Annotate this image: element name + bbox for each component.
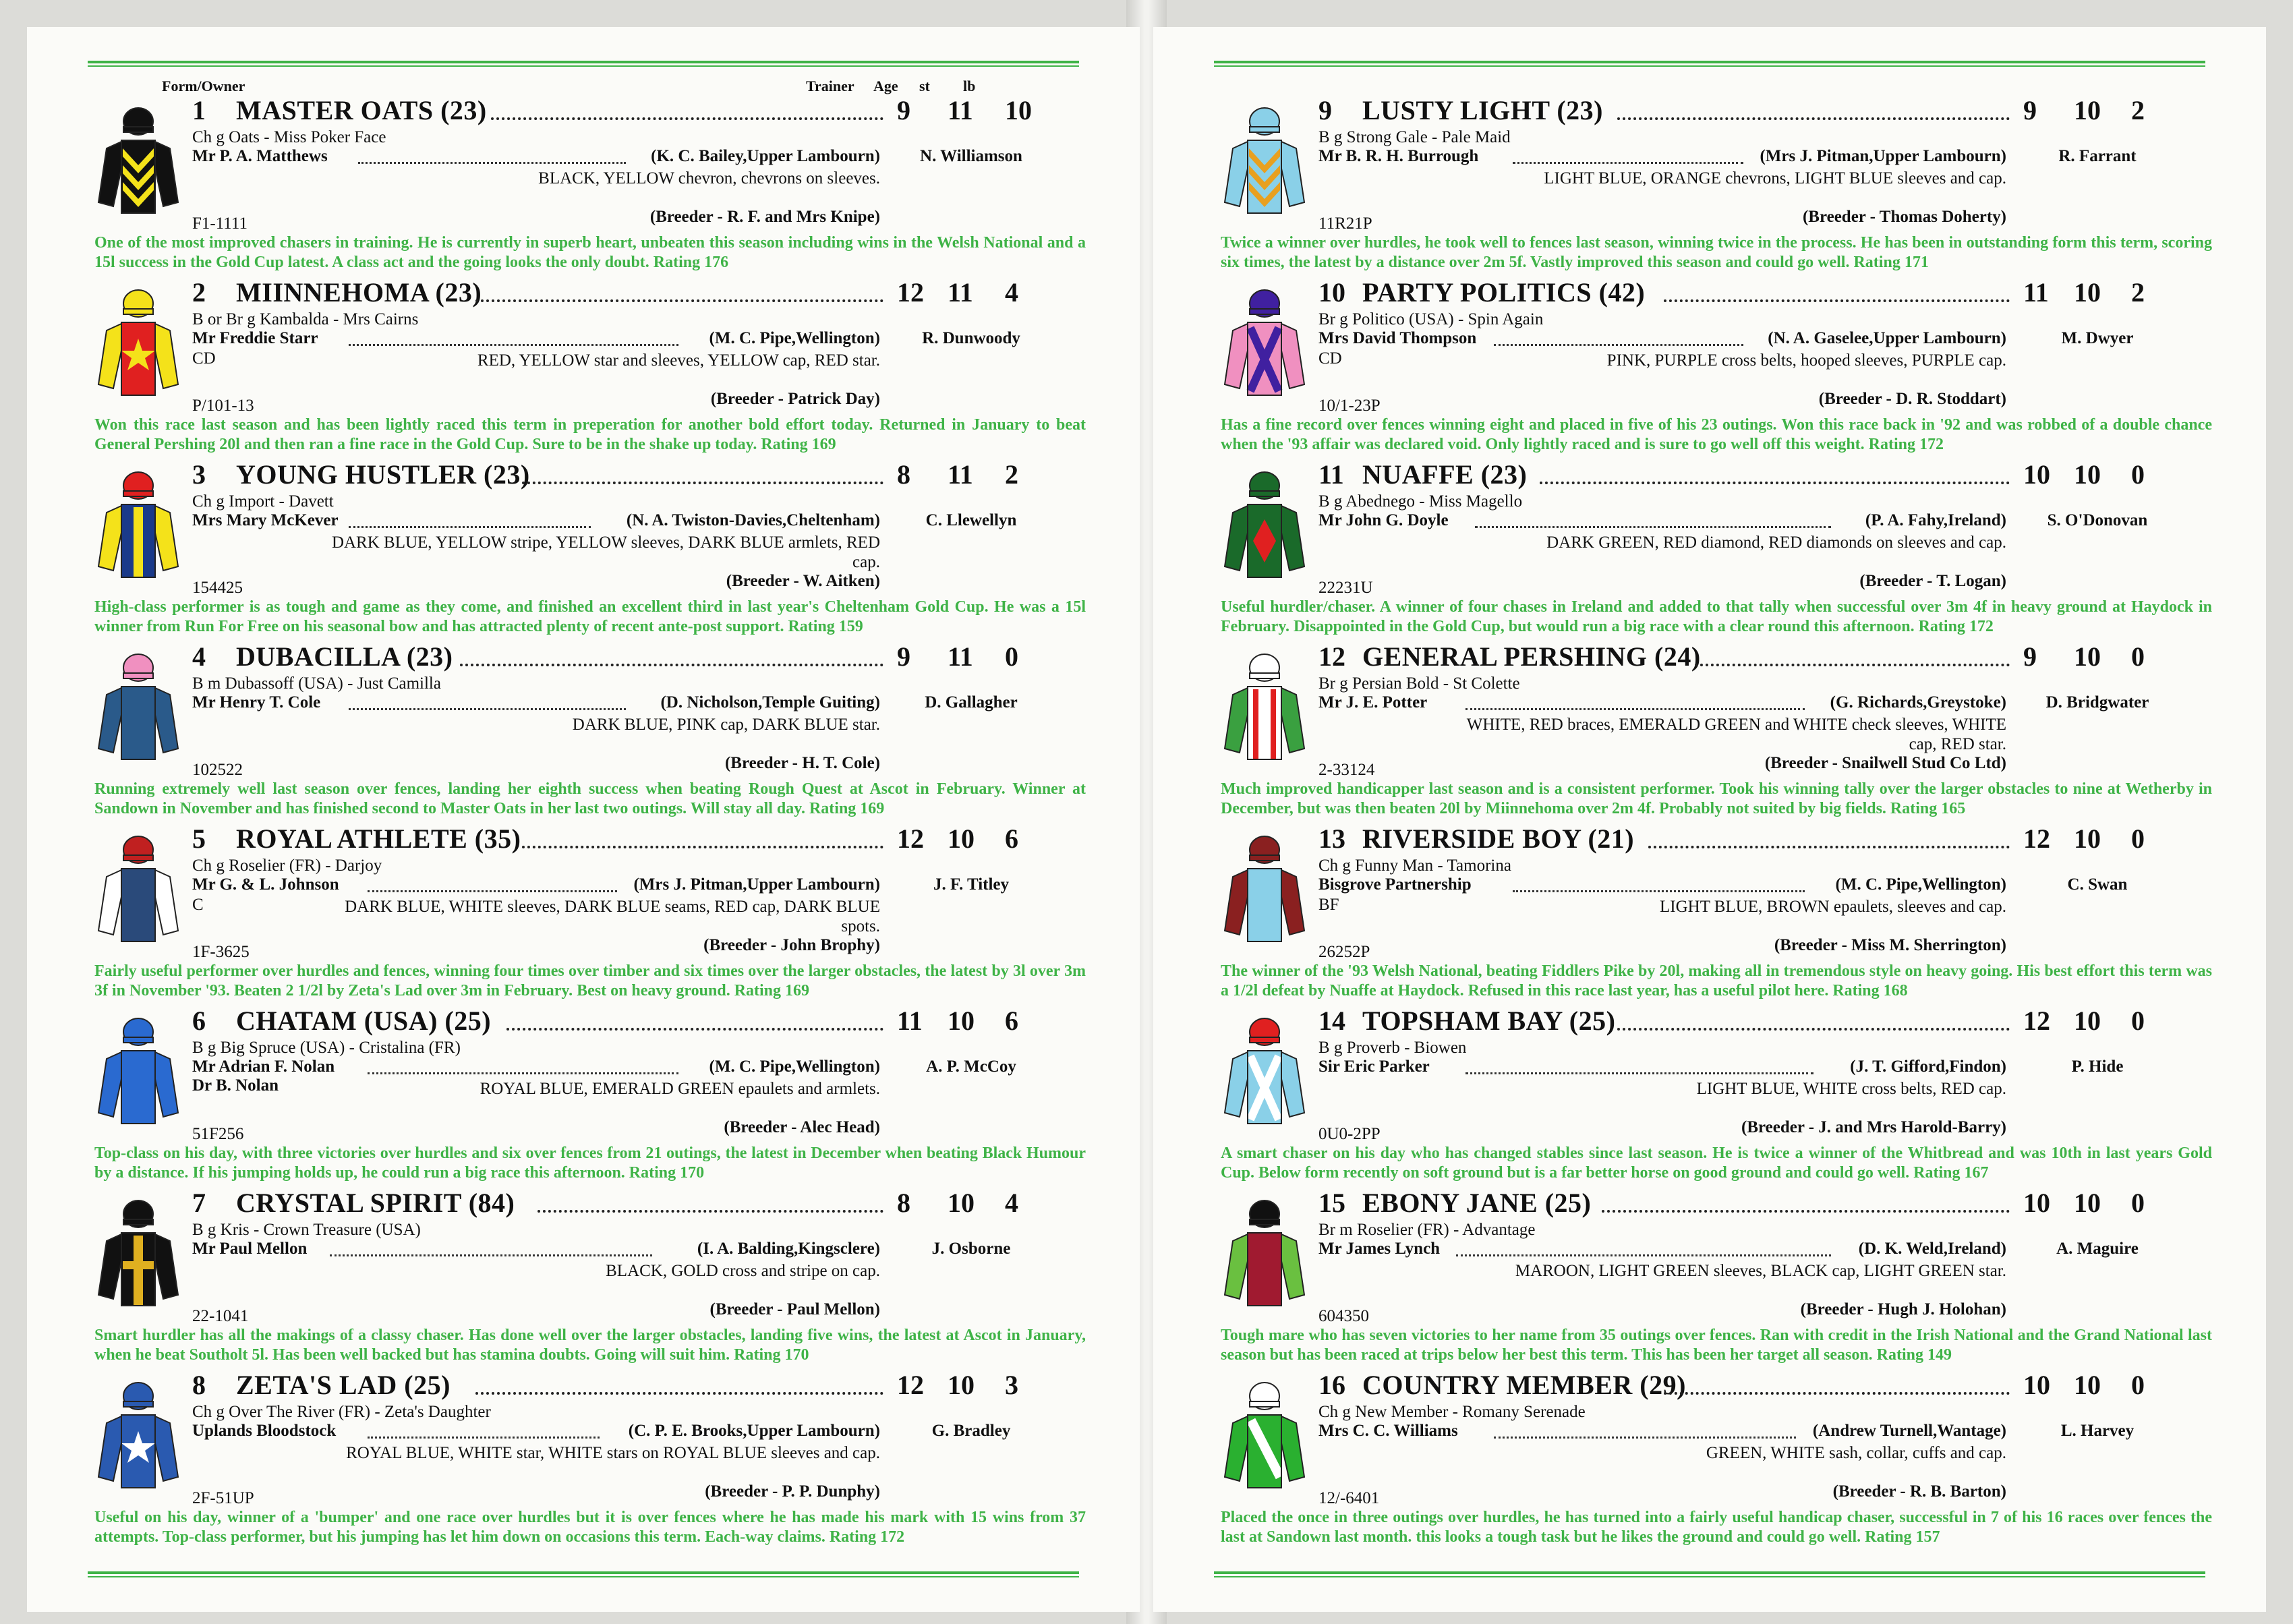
runner-number: 16: [1318, 1370, 1345, 1400]
runner-breeding: B or Br g Kambalda - Mrs Cairns: [192, 310, 419, 328]
racing-colours: LIGHT BLUE, WHITE cross belts, RED cap.: [1696, 1080, 2006, 1098]
runner-breeding: B g Proverb - Biowen: [1318, 1039, 1467, 1057]
runner-pounds: 4: [1005, 277, 1018, 308]
runner-comment: Running extremely well last season over fences, landing her eighth success when beating Rough Quest at Ascot in February. Winner at Sandown in November and has finished second to Master Oats in her last two outings. Will stay all day. Rating 169: [94, 780, 1086, 817]
racing-colours: PINK, PURPLE cross belts, hooped sleeves, PURPLE cap.: [1606, 351, 2006, 370]
runner-number: 11: [1318, 459, 1344, 490]
runner-stones: 11: [948, 277, 973, 308]
runner-age: 9: [2023, 641, 2037, 672]
runner-breeding: B g Big Spruce (USA) - Cristalina (FR): [192, 1039, 461, 1057]
owner-name: Bisgrove Partnership: [1318, 875, 1472, 894]
owner-name: Mr Henry T. Cole: [192, 693, 321, 712]
runner-comment: Twice a winner over hurdles, he took well to fences last season, winning twice in the process. He has been in outstanding form this term, scoring six times, the latest by a distance over 2m 5f. Vastly improved this season and could go well. Rating 171: [1221, 234, 2212, 271]
runner-stones: 10: [2074, 95, 2101, 125]
recent-form: 2F-51UP: [192, 1489, 254, 1507]
runner-name: NUAFFE (23): [1362, 459, 1528, 490]
runner-stones: 10: [2074, 459, 2101, 490]
racing-colours: LIGHT BLUE, ORANGE chevrons, LIGHT BLUE sleeves and cap.: [1544, 169, 2006, 187]
recent-form: P/101-13: [192, 397, 254, 415]
runner-number: 2: [192, 277, 206, 308]
runner-pounds: 3: [1005, 1370, 1018, 1400]
dotted-leader: [506, 1028, 883, 1031]
jockey-name: P. Hide: [2071, 1057, 2124, 1076]
trainer-heading: Trainer: [806, 78, 854, 94]
trainer-name: (M. C. Pipe,Wellington): [709, 329, 880, 347]
runner-breeding: Br g Politico (USA) - Spin Again: [1318, 310, 1544, 328]
right-page: [1153, 27, 2266, 1612]
trainer-name: (N. A. Gaselee,Upper Lambourn): [1768, 329, 2006, 347]
runner-breeding: Ch g Import - Davett: [192, 492, 334, 511]
runner-number: 15: [1318, 1188, 1345, 1218]
owner-name: Mr Freddie Starr: [192, 329, 318, 347]
runner-pounds: 2: [2131, 277, 2145, 308]
trainer-name: (Andrew Turnell,Wantage): [1812, 1422, 2006, 1440]
runner-pounds: 6: [1005, 1006, 1018, 1036]
owner-dotted-leader: [1494, 1437, 1796, 1439]
bottom-rule: [88, 1571, 1079, 1577]
jockey-name: J. F. Titley: [933, 875, 1010, 894]
dotted-leader: [1540, 482, 2010, 484]
runner-entry: [1153, 1005, 2266, 1184]
owner-name: Mrs Mary McKever: [192, 511, 339, 529]
racing-colours: ROYAL BLUE, EMERALD GREEN epaulets and armlets.: [480, 1080, 880, 1098]
dotted-leader: [460, 664, 883, 666]
runner-stones: 10: [948, 1006, 975, 1036]
runner-entry: [27, 1005, 1140, 1184]
runner-comment: Tough mare who has seven victories to her name from 35 outings over fences. Ran with credit in the Irish National and the Grand National last season but has been raced at trips below her best this term. This has been her target all season. Rating 149: [1221, 1327, 2212, 1364]
runner-comment: Won this race last season and has been lightly raced this term in preperation for another bold effort today. Returned in January to beat General Pershing 20l and then ran a fine race in the Gold Cup. Sure to be in the shake up today. Rating 169: [94, 416, 1086, 453]
runner-pounds: 0: [2131, 1370, 2145, 1400]
runner-number: 1: [192, 95, 206, 125]
course-distance-code: C: [192, 896, 204, 914]
jockey-name: R. Farrant: [2058, 147, 2137, 165]
racing-colours: BLACK, YELLOW chevron, chevrons on sleeves.: [538, 169, 880, 187]
owner-name: Mr Paul Mellon: [192, 1240, 308, 1258]
jockey-name: A. Maguire: [2056, 1240, 2139, 1258]
jockey-silks-icon: [1221, 465, 1308, 580]
owner-dotted-leader: [368, 890, 617, 892]
breeder-name: (Breeder - Hugh J. Holohan): [1800, 1300, 2006, 1318]
runner-entry: [27, 459, 1140, 637]
runner-name: CRYSTAL SPIRIT (84): [236, 1188, 515, 1218]
breeder-name: (Breeder - Miss M. Sherrington): [1774, 936, 2006, 954]
runner-name: ZETA'S LAD (25): [236, 1370, 451, 1400]
runner-comment: Useful hurdler/chaser. A winner of four chases in Ireland and added to that tally when successful over 3m 4f in heavy ground at Haydock in February. Disappointed in the Gold Cup, but would run a big race with a clear round this afternoon. Rating 172: [1221, 598, 2212, 635]
runner-age: 9: [2023, 95, 2037, 125]
racing-colours: DARK BLUE, PINK cap, DARK BLUE star.: [572, 716, 880, 734]
runner-name: DUBACILLA (23): [236, 641, 453, 672]
racing-colours: DARK GREEN, RED diamond, RED diamonds on sleeves and cap.: [1546, 533, 2006, 552]
trainer-name: (N. A. Twiston-Davies,Cheltenham): [626, 511, 880, 529]
recent-form: 26252P: [1318, 943, 1370, 961]
runner-stones: 10: [2074, 641, 2101, 672]
runner-stones: 10: [2074, 277, 2101, 308]
runner-entry: [27, 823, 1140, 1002]
dotted-leader: [522, 482, 883, 484]
runner-age: 9: [897, 95, 910, 125]
breeder-name: (Breeder - Alec Head): [724, 1118, 880, 1136]
trainer-name: (M. C. Pipe,Wellington): [709, 1057, 880, 1076]
trainer-name: (P. A. Fahy,Ireland): [1865, 511, 2006, 529]
racing-colours: DARK BLUE, WHITE sleeves, DARK BLUE seams, RED cap, DARK BLUE spots.: [345, 898, 880, 935]
jockey-silks-icon: [94, 1194, 182, 1308]
jockey-silks-icon: [1221, 101, 1308, 216]
trainer-name: (K. C. Bailey,Upper Lambourn): [651, 147, 880, 165]
runner-entry: [1153, 1369, 2266, 1548]
owner-name: Mr J. E. Potter: [1318, 693, 1428, 712]
runner-pounds: 0: [2131, 459, 2145, 490]
runner-number: 10: [1318, 277, 1345, 308]
recent-form: 51F256: [192, 1125, 244, 1143]
breeder-name: (Breeder - John Brophy): [703, 936, 880, 954]
dotted-leader: [1664, 1392, 2010, 1395]
runner-breeding: Ch g Funny Man - Tamorina: [1318, 857, 1511, 875]
runner-comment: A smart chaser on his day who has changed stables since last season. He is twice a winner of the Whitbread and was 10th in last years Gold Cup. Below form recently on soft ground but is a far better horse on good ground and could go well. Rating 167: [1221, 1144, 2212, 1182]
runner-entry: [1153, 823, 2266, 1002]
trainer-name: (C. P. E. Brooks,Upper Lambourn): [628, 1422, 880, 1440]
jockey-silks-icon: [94, 1376, 182, 1490]
runner-stones: 10: [2074, 1188, 2101, 1218]
runner-age: 8: [897, 1188, 910, 1218]
top-rule: [1214, 61, 2205, 67]
breeder-name: (Breeder - Paul Mellon): [709, 1300, 880, 1318]
owner-name: Sir Eric Parker: [1318, 1057, 1430, 1076]
recent-form: 10/1-23P: [1318, 397, 1381, 415]
trainer-name: (G. Richards,Greystoke): [1830, 693, 2006, 712]
runner-name: CHATAM (USA) (25): [236, 1006, 492, 1036]
jockey-silks-icon: [94, 465, 182, 580]
runner-stones: 10: [948, 823, 975, 854]
dotted-leader: [1648, 846, 2010, 848]
runner-name: EBONY JANE (25): [1362, 1188, 1592, 1218]
jockey-silks-icon: [94, 647, 182, 762]
jockey-silks-icon: [94, 101, 182, 216]
owner-dotted-leader: [349, 708, 626, 710]
runner-number: 7: [192, 1188, 206, 1218]
racing-colours: DARK BLUE, YELLOW stripe, YELLOW sleeves, DARK BLUE armlets, RED cap.: [331, 533, 880, 571]
breeder-name: (Breeder - H. T. Cole): [724, 754, 880, 772]
runner-age: 11: [2023, 277, 2049, 308]
jockey-silks-icon: [1221, 1376, 1308, 1490]
runner-entry: [27, 1369, 1140, 1548]
runner-breeding: Br m Roselier (FR) - Advantage: [1318, 1221, 1536, 1239]
recent-form: 22-1041: [192, 1307, 249, 1325]
runner-age: 11: [897, 1006, 923, 1036]
jockey-name: L. Harvey: [2060, 1422, 2135, 1440]
runner-entry: [1153, 277, 2266, 455]
runner-name: RIVERSIDE BOY (21): [1362, 823, 1635, 854]
runner-comment: Useful on his day, winner of a 'bumper' and one race over hurdles but it is over fences where he has made his mark with 15 wins from 37 attempts. Top-class performer, but his jumping has let him down on occasions this term. Each-way claims. Rating 172: [94, 1509, 1086, 1546]
runner-number: 12: [1318, 641, 1345, 672]
jockey-silks-icon: [1221, 647, 1308, 762]
runner-name: LUSTY LIGHT (23): [1362, 95, 1603, 125]
jockey-silks-icon: [94, 283, 182, 398]
owner-dotted-leader: [1494, 344, 1743, 346]
jockey-name: J. Osborne: [931, 1240, 1011, 1258]
owner-dotted-leader: [368, 1437, 600, 1439]
runner-number: 5: [192, 823, 206, 854]
age-heading: Age: [873, 78, 898, 94]
owner-name: Mr John G. Doyle: [1318, 511, 1449, 529]
breeder-name: (Breeder - R. F. and Mrs Knipe): [649, 208, 880, 226]
runner-name: COUNTRY MEMBER (29): [1362, 1370, 1686, 1400]
runner-breeding: Ch g New Member - Romany Serenade: [1318, 1403, 1586, 1421]
owner-name: Mr B. R. H. Burrough: [1318, 147, 1479, 165]
recent-form: 22231U: [1318, 579, 1373, 597]
owner-dotted-leader: [1513, 162, 1743, 164]
owner-dotted-leader: [1465, 1072, 1813, 1074]
runner-age: 12: [897, 1370, 924, 1400]
dotted-leader: [1695, 664, 2010, 666]
owner-dotted-leader: [1513, 890, 1805, 892]
dotted-leader: [538, 1210, 883, 1213]
runner-pounds: 6: [1005, 823, 1018, 854]
runner-stones: 10: [948, 1370, 975, 1400]
runner-comment: One of the most improved chasers in training. He is currently in superb heart, unbeaten this season including wins in the Welsh National and a 15l success in the Gold Cup latest. A class act and the going looks the only doubt. Rating 176: [94, 234, 1086, 271]
jockey-name: G. Bradley: [931, 1422, 1011, 1440]
form-owner-heading: Form/Owner: [162, 78, 245, 94]
breeder-name: (Breeder - D. R. Stoddart): [1818, 390, 2006, 408]
recent-form: 12/-6401: [1318, 1489, 1380, 1507]
runner-comment: Much improved handicapper last season and is a consistent performer. Took his winning tally over the larger obstacles to nine at Wetherby in December, but was then beaten 20l by Miinnehoma over 2m 4f. Probably not suited by big fields. Rating 165: [1221, 780, 2212, 817]
runner-stones: 10: [2074, 1370, 2101, 1400]
jockey-silks-icon: [1221, 830, 1308, 944]
jockey-silks-icon: [1221, 1012, 1308, 1126]
dotted-leader: [1617, 117, 2010, 120]
breeder-name: (Breeder - Snailwell Stud Co Ltd): [1764, 754, 2006, 772]
runner-comment: Top-class on his day, with three victories over hurdles and six over fences from 21 outings, the latest in December when beating Black Humour by a distance. If his jumping holds up, he could run a big race this afternoon. Rating 170: [94, 1144, 1086, 1182]
racing-colours: WHITE, RED braces, EMERALD GREEN and WHITE check sleeves, WHITE cap, RED star.: [1466, 716, 2006, 753]
runner-pounds: 0: [2131, 823, 2145, 854]
recent-form: 102522: [192, 761, 243, 779]
runner-name: GENERAL PERSHING (24): [1362, 641, 1701, 672]
runner-age: 9: [897, 641, 910, 672]
owner-name: Mr P. A. Matthews: [192, 147, 328, 165]
runner-number: 6: [192, 1006, 206, 1036]
runner-breeding: B m Dubassoff (USA) - Just Camilla: [192, 674, 441, 693]
second-owner-name: Dr B. Nolan: [192, 1076, 279, 1095]
trainer-name: (Mrs J. Pitman,Upper Lambourn): [1760, 147, 2006, 165]
runner-breeding: B g Kris - Crown Treasure (USA): [192, 1221, 421, 1239]
runner-entry: [1153, 1187, 2266, 1366]
racing-colours: ROYAL BLUE, WHITE star, WHITE stars on ROYAL BLUE sleeves and cap.: [346, 1444, 880, 1462]
lb-heading: lb: [963, 78, 976, 94]
runner-stones: 10: [2074, 823, 2101, 854]
recent-form: 604350: [1318, 1307, 1369, 1325]
trainer-name: (D. K. Weld,Ireland): [1858, 1240, 2006, 1258]
owner-name: Mr Adrian F. Nolan: [192, 1057, 335, 1076]
course-distance-code: CD: [1318, 349, 1342, 368]
runner-pounds: 0: [2131, 641, 2145, 672]
jockey-name: R. Dunwoody: [922, 329, 1020, 347]
top-rule: [88, 61, 1079, 67]
breeder-name: (Breeder - J. and Mrs Harold-Barry): [1741, 1118, 2006, 1136]
trainer-name: (D. Nicholson,Temple Guiting): [660, 693, 880, 712]
jockey-name: N. Williamson: [920, 147, 1022, 165]
runner-pounds: 10: [1005, 95, 1032, 125]
runner-number: 3: [192, 459, 206, 490]
runner-breeding: Br g Persian Bold - St Colette: [1318, 674, 1520, 693]
runner-entry: [27, 1187, 1140, 1366]
recent-form: 1F-3625: [192, 943, 250, 961]
runner-age: 10: [2023, 1188, 2050, 1218]
runner-comment: The winner of the '93 Welsh National, beating Fiddlers Pike by 20l, making all in tremendous style on heavy going. His best effort this term was a 1/2l defeat by Nuaffe at Haydock. Refused in this race last year, has a useful pilot here. Rating 168: [1221, 962, 2212, 999]
dotted-leader: [491, 117, 883, 120]
breeder-name: (Breeder - Patrick Day): [710, 390, 880, 408]
runner-name: ROYAL ATHLETE (35): [236, 823, 521, 854]
jockey-name: D. Gallagher: [925, 693, 1018, 712]
runner-name: YOUNG HUSTLER (23): [236, 459, 530, 490]
runner-stones: 10: [948, 1188, 975, 1218]
trainer-name: (I. A. Balding,Kingsclere): [697, 1240, 880, 1258]
racing-colours: RED, YELLOW star and sleeves, YELLOW cap, RED star.: [477, 351, 880, 370]
owner-dotted-leader: [1456, 1254, 1831, 1256]
runner-entry: [1153, 641, 2266, 819]
owner-dotted-leader: [349, 526, 591, 528]
runner-entry: [27, 641, 1140, 819]
dotted-leader: [475, 299, 883, 302]
runner-name: MIINNEHOMA (23): [236, 277, 482, 308]
owner-dotted-leader: [368, 1072, 678, 1074]
jockey-name: M. Dwyer: [2061, 329, 2134, 347]
jockey-silks-icon: [1221, 1194, 1308, 1308]
runner-pounds: 0: [1005, 641, 1018, 672]
jockey-silks-icon: [94, 1012, 182, 1126]
owner-dotted-leader: [1475, 526, 1831, 528]
runner-number: 8: [192, 1370, 206, 1400]
breeder-name: (Breeder - Thomas Doherty): [1802, 208, 2006, 226]
owner-name: Mr G. & L. Johnson: [192, 875, 339, 894]
runner-stones: 11: [948, 641, 973, 672]
recent-form: 2-33124: [1318, 761, 1375, 779]
runner-number: 13: [1318, 823, 1345, 854]
runner-name: PARTY POLITICS (42): [1362, 277, 1646, 308]
dotted-leader: [1617, 1028, 2010, 1031]
runner-age: 8: [897, 459, 910, 490]
runner-stones: 10: [2074, 1006, 2101, 1036]
bottom-rule: [1214, 1571, 2205, 1577]
runner-entry: [1153, 459, 2266, 637]
runner-number: 9: [1318, 95, 1332, 125]
runner-pounds: 2: [2131, 95, 2145, 125]
recent-form: 0U0-2PP: [1318, 1125, 1381, 1143]
left-page: [27, 27, 1140, 1612]
runner-number: 4: [192, 641, 206, 672]
jockey-name: S. O'Donovan: [2047, 511, 2148, 529]
breeder-name: (Breeder - R. B. Barton): [1832, 1482, 2006, 1501]
racing-colours: BLACK, GOLD cross and stripe on cap.: [606, 1262, 880, 1280]
runner-breeding: Ch g Over The River (FR) - Zeta's Daughter: [192, 1403, 491, 1421]
breeder-name: (Breeder - W. Aitken): [726, 572, 880, 590]
runner-comment: Fairly useful performer over hurdles and fences, winning four times over timber and six times over the larger obstacles, the latest by 3l over 3m 3f in November '93. Beaten 2 1/2l by Zeta's Lad over 3m in February. Best on heavy ground. Rating 169: [94, 962, 1086, 999]
jockey-silks-icon: [1221, 283, 1308, 398]
runner-breeding: B g Abednego - Miss Magello: [1318, 492, 1523, 511]
owner-name: Uplands Bloodstock: [192, 1422, 337, 1440]
racing-colours: LIGHT BLUE, BROWN epaulets, sleeves and cap.: [1660, 898, 2006, 916]
owner-name: Mrs David Thompson: [1318, 329, 1477, 347]
st-heading: st: [919, 78, 930, 94]
dotted-leader: [522, 846, 883, 848]
breeder-name: (Breeder - P. P. Dunphy): [705, 1482, 880, 1501]
runner-stones: 11: [948, 95, 973, 125]
runner-pounds: 0: [2131, 1188, 2145, 1218]
racing-colours: GREEN, WHITE sash, collar, cuffs and cap.: [1706, 1444, 2006, 1462]
owner-dotted-leader: [349, 344, 678, 346]
runner-comment: Smart hurdler has all the makings of a classy chaser. Has done well over the larger obstacles, landing five wins, the latest at Ascot in January, when he beat Southolt 5l. Has been well backed but has stamina doubts. Going will suit him. Rating 170: [94, 1327, 1086, 1364]
runner-pounds: 2: [1005, 459, 1018, 490]
runner-comment: High-class performer is as tough and game as they come, and finished an excellent third in last year's Cheltenham Gold Cup. He was a 15l winner from Run For Free on his seasonal bow and has attracted plenty of recent ante-post support. Rating 159: [94, 598, 1086, 635]
runner-comment: Placed the once in three outings over hurdles, he has turned into a fairly useful handicap chaser, successful in 7 of his 16 races over fences the last at Sandown last month. this looks a tough task but he likes the ground and could go well. Rating 157: [1221, 1509, 2212, 1546]
runner-breeding: Ch g Roselier (FR) - Darjoy: [192, 857, 382, 875]
trainer-name: (J. T. Gifford,Findon): [1850, 1057, 2006, 1076]
jockey-name: C. Swan: [2067, 875, 2128, 894]
runner-age: 10: [2023, 1370, 2050, 1400]
breeder-name: (Breeder - T. Logan): [1859, 572, 2006, 590]
runner-comment: Has a fine record over fences winning eight and placed in five of his 23 outings. Won this race back in '92 and was robbed of a double chance when the '93 affair was declared void. Only lightly raced and is sure to go well off this weight. Rating 172: [1221, 416, 2212, 453]
runner-age: 12: [2023, 823, 2050, 854]
recent-form: F1-1111: [192, 214, 248, 233]
jockey-name: A. P. McCoy: [926, 1057, 1016, 1076]
runner-age: 10: [2023, 459, 2050, 490]
owner-name: Mrs C. C. Williams: [1318, 1422, 1458, 1440]
runner-stones: 11: [948, 459, 973, 490]
jockey-name: C. Llewellyn: [925, 511, 1017, 529]
jockey-name: D. Bridgwater: [2045, 693, 2149, 712]
runner-age: 12: [897, 277, 924, 308]
recent-form: 154425: [192, 579, 243, 597]
owner-dotted-leader: [1465, 708, 1805, 710]
runner-age: 12: [2023, 1006, 2050, 1036]
course-distance-code: CD: [192, 349, 216, 368]
jockey-silks-icon: [94, 830, 182, 944]
runner-pounds: 4: [1005, 1188, 1018, 1218]
runner-number: 14: [1318, 1006, 1345, 1036]
runner-breeding: B g Strong Gale - Pale Maid: [1318, 128, 1511, 146]
runner-name: MASTER OATS (23): [236, 95, 487, 125]
runner-name: TOPSHAM BAY (25): [1362, 1006, 1616, 1036]
recent-form: 11R21P: [1318, 214, 1372, 233]
owner-dotted-leader: [358, 162, 626, 164]
trainer-name: (Mrs J. Pitman,Upper Lambourn): [633, 875, 880, 894]
runner-pounds: 0: [2131, 1006, 2145, 1036]
owner-name: Mr James Lynch: [1318, 1240, 1441, 1258]
runner-entry: [27, 94, 1140, 273]
dotted-leader: [475, 1392, 883, 1395]
dotted-leader: [1664, 299, 2010, 302]
owner-dotted-leader: [330, 1254, 652, 1256]
racing-colours: MAROON, LIGHT GREEN sleeves, BLACK cap, LIGHT GREEN star.: [1515, 1262, 2006, 1280]
runner-entry: [1153, 94, 2266, 273]
dotted-leader: [1602, 1210, 2010, 1213]
runner-age: 12: [897, 823, 924, 854]
course-distance-code: BF: [1318, 896, 1339, 914]
runner-entry: [27, 277, 1140, 455]
trainer-name: (M. C. Pipe,Wellington): [1835, 875, 2006, 894]
runner-breeding: Ch g Oats - Miss Poker Face: [192, 128, 386, 146]
